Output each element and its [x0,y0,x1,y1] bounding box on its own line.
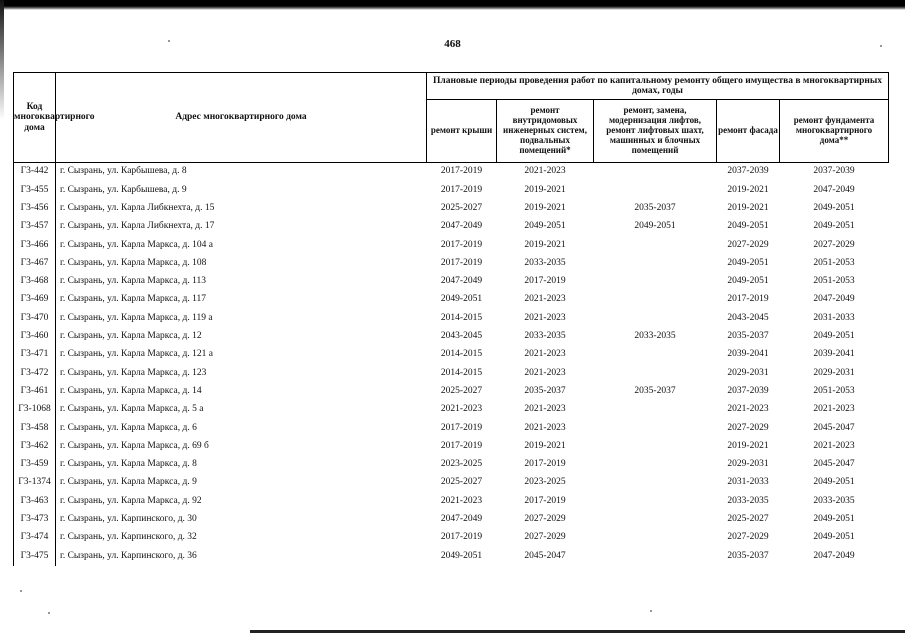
cell-address: г. Сызрань, ул. Карла Маркса, д. 123 [60,367,207,378]
cell-address: г. Сызрань, ул. Карбышева, д. 8 [60,166,187,177]
header-code: Код многоквартирного дома [14,73,56,163]
cell-address: г. Сызрань, ул. Карла Либкнехта, д. 17 [60,221,215,232]
cell-facade: 2035-2037 [727,331,769,342]
table-row [14,328,889,346]
cell-systems: 2019-2021 [524,239,566,250]
cell-facade: 2027-2029 [727,532,769,543]
cell-lifts: 2049-2051 [634,221,676,232]
cell-facade: 2049-2051 [727,276,769,287]
cell-address: г. Сызрань, ул. Карла Маркса, д. 8 [60,459,197,470]
table-row [14,511,889,529]
cell-code: Г3-475 [14,547,56,565]
cell-foundation: 2021-2023 [813,404,855,415]
cell-facade: 2029-2031 [727,367,769,378]
header-systems: ремонт внутридомовых инженерных систем, подвальных помещений* [497,100,594,163]
cell-lifts [594,547,717,565]
cell-systems: 2027-2029 [524,514,566,525]
cell-address: г. Сызрань, ул. Карла Маркса, д. 119 а [60,312,213,323]
cell-address: г. Сызрань, ул. Карпинского, д. 30 [60,514,197,525]
table-row [14,529,889,547]
scan-speck [48,612,50,614]
cell-foundation: 2049-2051 [813,532,855,543]
cell-foundation: 2049-2051 [813,514,855,525]
table-row [14,163,889,182]
cell-roof: 2047-2049 [440,221,483,232]
cell-roof: 2021-2023 [440,495,483,506]
scan-edge-bottom [250,630,905,633]
cell-address: г. Сызрань, ул. Карпинского, д. 32 [60,532,197,543]
cell-lifts [594,437,717,455]
cell-facade: 2019-2021 [727,202,769,213]
cell-systems: 2035-2037 [524,385,566,396]
cell-foundation: 2047-2049 [813,184,855,195]
cell-roof: 2047-2049 [440,514,483,525]
cell-facade: 2033-2035 [727,495,769,506]
cell-address: г. Сызрань, ул. Карла Маркса, д. 6 [60,422,197,433]
table-row [14,474,889,492]
cell-foundation: 2029-2031 [813,367,855,378]
cell-facade: 2031-2033 [727,477,769,488]
cell-address: г. Сызрань, ул. Карла Маркса, д. 117 [60,294,206,305]
cell-lifts [594,163,717,182]
table-row [14,181,889,199]
cell-lifts [594,236,717,254]
cell-foundation: 2033-2035 [813,495,855,506]
table-header [14,73,889,163]
cell-roof: 2025-2027 [440,477,483,488]
table-row [14,419,889,437]
cell-address: г. Сызрань, ул. Карла Маркса, д. 14 [60,385,202,396]
cell-systems: 2027-2029 [524,532,566,543]
cell-lifts [594,364,717,382]
cell-foundation: 2045-2047 [813,459,855,470]
cell-systems: 2033-2035 [524,331,566,342]
cell-code: Г3-463 [14,492,56,510]
cell-foundation: 2047-2049 [813,550,855,561]
cell-facade: 2027-2029 [727,422,769,433]
cell-address: г. Сызрань, ул. Карла Маркса, д. 121 а [60,349,213,360]
table-row [14,236,889,254]
header-address: Адрес многоквартирного дома [56,73,427,163]
cell-code: Г3-442 [14,163,56,182]
cell-systems: 2017-2019 [524,459,566,470]
cell-facade: 2049-2051 [727,221,769,232]
cell-lifts: 2035-2037 [634,385,676,396]
table-row [14,383,889,401]
cell-foundation: 2045-2047 [813,422,855,433]
cell-systems: 2019-2021 [524,184,566,195]
cell-systems: 2021-2023 [524,404,566,415]
cell-code: Г3-458 [14,419,56,437]
cell-roof: 2017-2019 [440,440,483,451]
cell-roof: 2017-2019 [440,422,483,433]
cell-foundation: 2027-2029 [813,239,855,250]
cell-lifts [594,456,717,474]
cell-foundation: 2047-2049 [813,294,855,305]
cell-code: Г3-462 [14,437,56,455]
cell-foundation: 2021-2023 [813,440,855,451]
cell-address: г. Сызрань, ул. Карла Либкнехта, д. 15 [60,202,215,213]
cell-code: Г3-460 [14,328,56,346]
cell-lifts [594,346,717,364]
cell-roof: 2017-2019 [440,239,483,250]
cell-systems: 2033-2035 [524,257,566,268]
scan-speck [650,610,652,612]
cell-code: Г3-456 [14,200,56,218]
cell-foundation: 2049-2051 [813,202,855,213]
cell-roof: 2014-2015 [440,349,483,360]
cell-code: Г3-474 [14,529,56,547]
cell-systems: 2021-2023 [524,294,566,305]
table-row [14,218,889,236]
capital-repair-table [13,72,889,566]
page-number: 468 [444,38,461,50]
cell-foundation: 2049-2051 [813,221,855,232]
cell-roof: 2014-2015 [440,312,483,323]
cell-code: Г3-472 [14,364,56,382]
cell-systems: 2021-2023 [524,166,566,177]
cell-facade: 2039-2041 [727,349,769,360]
cell-lifts: 2035-2037 [634,202,676,213]
header-foundation: ремонт фундамента многоквартирного дома** [780,100,889,163]
cell-foundation: 2051-2053 [813,257,855,268]
cell-foundation: 2037-2039 [813,166,855,177]
scan-edge-top [0,0,905,10]
table-body [14,163,889,566]
table-row [14,254,889,272]
table-row [14,309,889,327]
cell-systems: 2017-2019 [524,276,566,287]
cell-lifts [594,511,717,529]
cell-systems: 2017-2019 [524,495,566,506]
cell-roof: 2025-2027 [440,385,483,396]
cell-roof: 2023-2025 [440,459,483,470]
cell-address: г. Сызрань, ул. Карпинского, д. 36 [60,550,197,561]
cell-code: Г3-471 [14,346,56,364]
cell-address: г. Сызрань, ул. Карла Маркса, д. 12 [60,331,202,342]
table-row [14,456,889,474]
table-row [14,437,889,455]
cell-roof: 2047-2049 [440,276,483,287]
cell-lifts [594,474,717,492]
cell-facade: 2021-2023 [727,404,769,415]
cell-code: Г3-466 [14,236,56,254]
cell-facade: 2019-2021 [727,184,769,195]
table-row [14,200,889,218]
cell-foundation: 2031-2033 [813,312,855,323]
cell-address: г. Сызрань, ул. Карбышева, д. 9 [60,184,187,195]
header-periods: Плановые периоды проведения работ по капитальному ремонту общего имущества в многоквартирных домах, годы [427,73,889,100]
cell-code: Г3-469 [14,291,56,309]
cell-roof: 2014-2015 [440,367,483,378]
cell-address: г. Сызрань, ул. Карла Маркса, д. 113 [60,276,206,287]
cell-facade: 2043-2045 [727,312,769,323]
cell-lifts [594,492,717,510]
cell-facade: 2025-2027 [727,514,769,525]
cell-lifts [594,419,717,437]
header-roof: ремонт крыши [427,100,497,163]
cell-code: Г3-459 [14,456,56,474]
cell-address: г. Сызрань, ул. Карла Маркса, д. 9 [60,477,197,488]
scan-edge-left [0,0,4,120]
cell-systems: 2019-2021 [524,202,566,213]
cell-code: Г3-473 [14,511,56,529]
table-row [14,547,889,565]
cell-code: Г3-468 [14,273,56,291]
cell-roof: 2021-2023 [440,404,483,415]
cell-address: г. Сызрань, ул. Карла Маркса, д. 104 а [60,239,213,250]
cell-systems: 2021-2023 [524,349,566,360]
scan-speck [20,590,22,592]
table-row [14,346,889,364]
cell-lifts [594,401,717,419]
cell-lifts [594,529,717,547]
cell-systems: 2021-2023 [524,422,566,433]
cell-code: Г3-455 [14,181,56,199]
cell-address: г. Сызрань, ул. Карла Маркса, д. 5 а [60,404,204,415]
cell-code: Г3-461 [14,383,56,401]
cell-facade: 2035-2037 [727,550,769,561]
cell-foundation: 2049-2051 [813,331,855,342]
cell-facade: 2037-2039 [727,385,769,396]
cell-systems: 2045-2047 [524,550,566,561]
cell-roof: 2025-2027 [440,202,483,213]
cell-roof: 2017-2019 [440,166,483,177]
table-row [14,273,889,291]
cell-lifts [594,254,717,272]
table-row [14,492,889,510]
cell-code: Г3-1374 [14,474,56,492]
cell-facade: 2049-2051 [727,257,769,268]
cell-foundation: 2049-2051 [813,477,855,488]
cell-systems: 2023-2025 [524,477,566,488]
cell-lifts [594,309,717,327]
cell-systems: 2021-2023 [524,367,566,378]
table-row [14,364,889,382]
table-row [14,401,889,419]
cell-facade: 2037-2039 [727,166,769,177]
cell-lifts [594,181,717,199]
cell-lifts: 2033-2035 [634,331,676,342]
cell-systems: 2019-2021 [524,440,566,451]
cell-code: Г3-467 [14,254,56,272]
cell-lifts [594,291,717,309]
cell-facade: 2017-2019 [727,294,769,305]
cell-facade: 2027-2029 [727,239,769,250]
cell-roof: 2017-2019 [440,184,483,195]
cell-lifts [594,273,717,291]
cell-systems: 2021-2023 [524,312,566,323]
scan-speck [880,45,882,47]
cell-address: г. Сызрань, ул. Карла Маркса, д. 108 [60,257,207,268]
scan-speck [168,40,170,42]
cell-foundation: 2051-2053 [813,276,855,287]
cell-roof: 2017-2019 [440,257,483,268]
cell-address: г. Сызрань, ул. Карла Маркса, д. 69 б [60,440,209,451]
cell-roof: 2049-2051 [440,294,483,305]
table-row [14,291,889,309]
cell-code: Г3-457 [14,218,56,236]
cell-roof: 2017-2019 [440,532,483,543]
header-lifts: ремонт, замена, модернизация лифтов, ремонт лифтовых шахт, машинных и блочных помещений [594,100,717,163]
cell-facade: 2019-2021 [727,440,769,451]
cell-code: Г3-470 [14,309,56,327]
cell-foundation: 2039-2041 [813,349,855,360]
header-facade: ремонт фасада [717,100,780,163]
cell-facade: 2029-2031 [727,459,769,470]
cell-code: Г3-1068 [14,401,56,419]
cell-systems: 2049-2051 [524,221,566,232]
cell-foundation: 2051-2053 [813,385,855,396]
cell-roof: 2043-2045 [440,331,483,342]
cell-address: г. Сызрань, ул. Карла Маркса, д. 92 [60,495,202,506]
cell-roof: 2049-2051 [440,550,483,561]
